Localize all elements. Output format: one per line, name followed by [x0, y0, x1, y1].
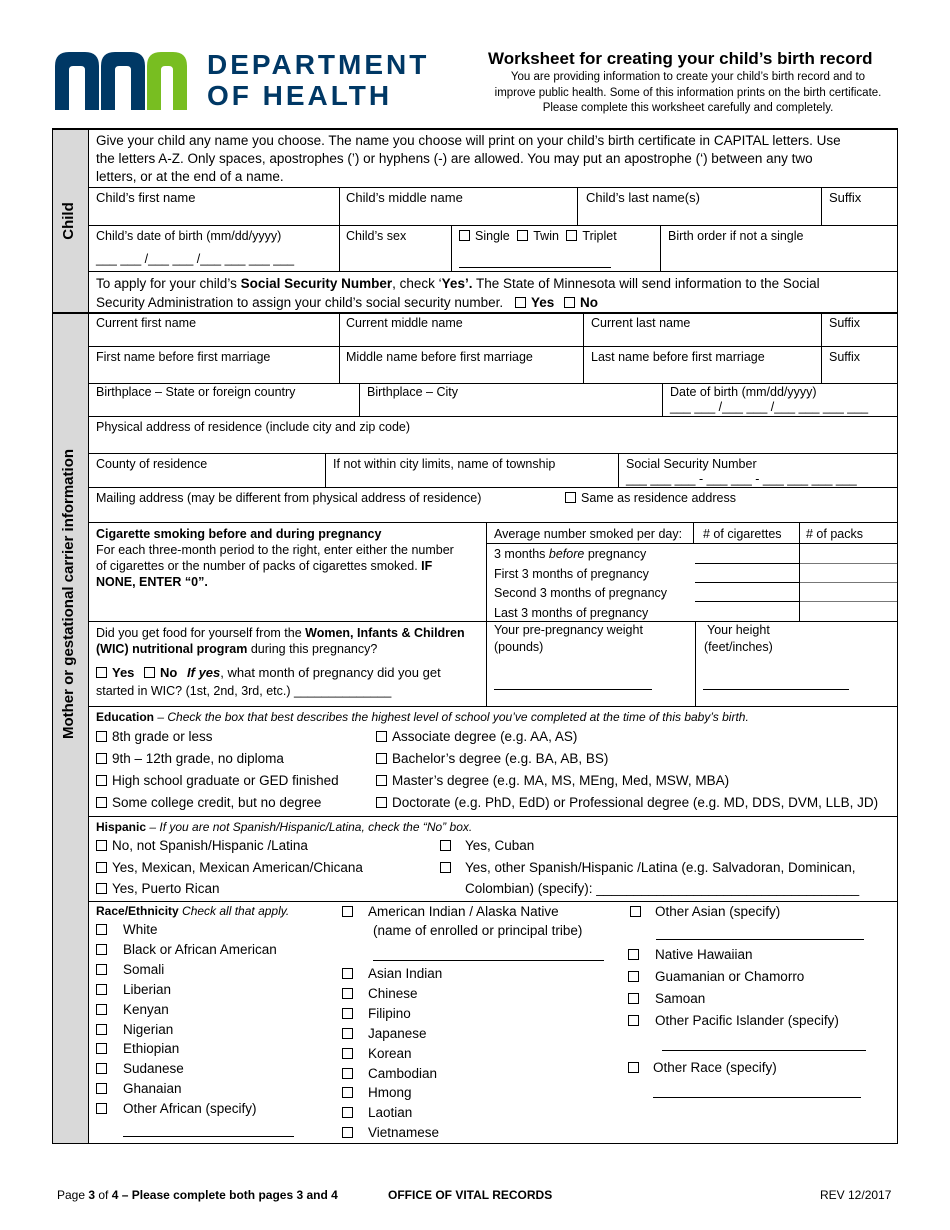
last-name-before-marriage-label: Last name before first marriage — [591, 350, 765, 364]
footer-page: Page 3 of 4 – Please complete both pages 3 and 4 — [57, 1188, 338, 1202]
child-intro-line3: letters, or at the end of a name. — [96, 169, 284, 184]
race-col1-option-1-checkbox[interactable] — [96, 944, 107, 955]
county-label: County of residence — [96, 457, 208, 471]
education-right-option-1-checkbox[interactable] — [376, 753, 387, 764]
child-last-name-label: Child’s last name(s) — [586, 190, 700, 205]
race-col2-option-1[interactable]: Chinese — [342, 986, 418, 1003]
race-col2-option-2-checkbox[interactable] — [342, 1008, 353, 1019]
ssn-no-checkbox[interactable] — [564, 297, 575, 308]
education-left-option-0[interactable]: 8th grade or less — [96, 729, 213, 746]
race-col2-option-0-checkbox[interactable] — [342, 968, 353, 979]
race-col3-option-2-checkbox[interactable] — [628, 993, 639, 1004]
other-asian-field[interactable] — [656, 939, 864, 940]
smoking-desc-line2: of cigarettes or the number of packs of cigarettes smoked. IF — [96, 559, 433, 573]
hispanic-mexican-option[interactable]: Yes, Mexican, Mexican American/Chicana — [96, 860, 363, 877]
smoke-row-second: Second 3 months of pregnancy — [494, 586, 668, 600]
child-suffix-label: Suffix — [829, 190, 862, 205]
race-col2-option-3-checkbox[interactable] — [342, 1028, 353, 1039]
race-col3-option-3-checkbox[interactable] — [628, 1015, 639, 1026]
hispanic-pr-checkbox[interactable] — [96, 883, 107, 894]
hispanic-other-specify[interactable]: Colombian) (specify): ___________________________________ — [465, 881, 860, 896]
race-col2-option-6-checkbox[interactable] — [342, 1087, 353, 1098]
col-cigarettes: # of cigarettes — [703, 527, 782, 541]
dept-line2: OF HEALTH — [207, 80, 393, 111]
mother-section-label: Mother or gestational carrier information — [60, 448, 77, 740]
subtitle-line1: You are providing information to create your child’s birth record and to — [510, 71, 866, 83]
mother-dob-label: Date of birth (mm/dd/yyyy) — [670, 385, 817, 399]
wic-month-question[interactable]: started in WIC? (1st, 2nd, 3rd, etc.) ______________ — [96, 684, 392, 698]
smoke-row-last: Last 3 months of pregnancy — [494, 606, 649, 620]
education-left-option-3[interactable]: Some college credit, but no degree — [96, 795, 321, 812]
physical-address-label: Physical address of residence (include city and zip code) — [96, 420, 411, 434]
race-col2-option-4-checkbox[interactable] — [342, 1048, 353, 1059]
education-left-option-0-checkbox[interactable] — [96, 731, 107, 742]
pack-field-2[interactable] — [800, 582, 897, 583]
race-col2-option-6[interactable]: Hmong — [342, 1085, 412, 1102]
hispanic-instructions: Hispanic – If you are not Spanish/Hispanic/Latina, check the “No” box. — [96, 820, 473, 834]
before-suffix-label: Suffix — [829, 350, 861, 364]
education-right-option-2[interactable]: Master’s degree (e.g. MA, MS, MEng, Med, MSW, MBA) — [376, 773, 729, 790]
weight-label-line1: Your pre-pregnancy weight — [494, 623, 643, 637]
birth-order-label: Birth order if not a single — [668, 229, 804, 243]
race-col1-option-3[interactable]: Liberian — [96, 982, 171, 999]
hispanic-cuban-option[interactable]: Yes, Cuban — [440, 838, 534, 855]
current-suffix-label: Suffix — [829, 316, 861, 330]
hispanic-no-checkbox[interactable] — [96, 840, 107, 851]
smoking-title: Cigarette smoking before and during pregnancy — [96, 527, 382, 541]
race-other-asian[interactable]: Other Asian (specify) — [630, 904, 780, 921]
wic-yes-checkbox[interactable] — [96, 667, 107, 678]
race-col3-option-0-checkbox[interactable] — [628, 949, 639, 960]
race-other-race[interactable]: Other Race (specify) — [628, 1060, 777, 1077]
mailing-address-label: Mailing address (may be different from physical address of residence) — [96, 491, 482, 505]
race-col2-option-7-checkbox[interactable] — [342, 1107, 353, 1118]
page-title: Worksheet for creating your child’s birth record — [488, 49, 873, 68]
wic-q-line2: (WIC) nutritional program during this pregnancy? — [96, 642, 378, 656]
col-packs: # of packs — [806, 527, 863, 541]
height-field[interactable] — [703, 689, 849, 690]
child-first-name-label: Child’s first name — [96, 190, 196, 205]
hispanic-no-option[interactable]: No, not Spanish/Hispanic /Latina — [96, 838, 308, 855]
mother-ssn-label: Social Security Number — [626, 457, 757, 471]
child-intro-line1: Give your child any name you choose. The name you choose will print on your child’s birth certificate in CAPITAL letters. Use — [96, 133, 841, 148]
race-col1-option-2-checkbox[interactable] — [96, 964, 107, 975]
child-middle-name-label: Child’s middle name — [346, 190, 463, 205]
other-african-specify-field[interactable] — [123, 1136, 294, 1137]
smoking-desc-line3: NONE, ENTER “0”. — [96, 575, 208, 589]
education-left-option-2[interactable]: High school graduate or GED finished — [96, 773, 339, 790]
current-middle-name-label: Current middle name — [346, 316, 463, 330]
race-col2-option-3[interactable]: Japanese — [342, 1026, 427, 1043]
race-col1-option-3-checkbox[interactable] — [96, 984, 107, 995]
mdh-logo — [55, 50, 455, 112]
same-as-residence: Same as residence address — [565, 491, 736, 507]
hispanic-pr-option[interactable]: Yes, Puerto Rican — [96, 881, 220, 898]
subtitle-line3: Please complete this worksheet carefully and completely. — [542, 102, 834, 114]
hispanic-other-checkbox[interactable] — [440, 862, 451, 873]
birthplace-city-label: Birthplace – City — [367, 385, 459, 399]
cig-field-1[interactable] — [695, 563, 799, 564]
tribe-field[interactable] — [373, 960, 604, 961]
race-col3-option-3[interactable]: Other Pacific Islander (specify) — [628, 1013, 839, 1030]
child-ssn-text-line2: Security Administration to assign your child’s social security number. Yes No — [96, 295, 598, 310]
subtitle-line2: improve public health. Some of this information prints on the birth certificate. — [494, 87, 882, 99]
education-right-option-3-checkbox[interactable] — [376, 797, 387, 808]
race-col3-option-2[interactable]: Samoan — [628, 991, 705, 1008]
child-intro-line2: the letters A-Z. Only spaces, apostrophes (’) or hyphens (-) are allowed. You may put an apostrophe (‘) between any two — [96, 151, 813, 166]
education-left-option-1[interactable]: 9th – 12th grade, no diploma — [96, 751, 284, 768]
dept-line1: DEPARTMENT — [207, 49, 430, 80]
education-instructions: Education – Check the box that best describes the highest level of school you’ve completed at the time of this baby’s birth. — [96, 710, 749, 724]
race-col3-option-0[interactable]: Native Hawaiian — [628, 947, 753, 964]
pack-field-1[interactable] — [800, 563, 897, 564]
race-col1-option-0[interactable]: White — [96, 922, 158, 939]
race-col1-option-4-checkbox[interactable] — [96, 1004, 107, 1015]
mother-dob-field[interactable]: ___ ___ /___ ___ /___ ___ ___ ___ — [670, 400, 869, 414]
education-right-option-0-checkbox[interactable] — [376, 731, 387, 742]
other-race-checkbox[interactable] — [628, 1062, 639, 1073]
race-col2-option-4[interactable]: Korean — [342, 1046, 412, 1063]
triplet-checkbox[interactable] — [566, 230, 577, 241]
height-label-line2: (feet/inches) — [704, 640, 773, 654]
plurality-blank[interactable] — [459, 267, 611, 268]
american-indian-checkbox[interactable] — [342, 906, 353, 917]
child-section-label: Child — [60, 202, 77, 240]
wic-yes-no: Yes No If yes, what month of pregnancy did you get — [96, 665, 441, 681]
race-col1-option-5-checkbox[interactable] — [96, 1024, 107, 1035]
child-dob-field[interactable]: ___ ___ /___ ___ /___ ___ ___ ___ — [96, 252, 295, 266]
township-label: If not within city limits, name of township — [333, 457, 556, 471]
smoking-desc-line1: For each three-month period to the right, enter either the number — [96, 543, 454, 557]
avg-smoked-label: Average number smoked per day: — [494, 527, 683, 541]
hispanic-cuban-checkbox[interactable] — [440, 840, 451, 851]
wic-q-line1: Did you get food for yourself from the Women, Infants & Children — [96, 626, 465, 640]
education-right-option-0[interactable]: Associate degree (e.g. AA, AS) — [376, 729, 577, 746]
race-tribe-label: (name of enrolled or principal tribe) — [373, 923, 583, 938]
height-label-line1: Your height — [707, 623, 770, 637]
education-right-option-1[interactable]: Bachelor’s degree (e.g. BA, AB, BS) — [376, 751, 608, 768]
race-col1-option-1[interactable]: Black or African American — [96, 942, 277, 959]
middle-name-before-marriage-label: Middle name before first marriage — [346, 350, 533, 364]
same-as-residence-checkbox[interactable] — [565, 492, 576, 503]
single-checkbox[interactable] — [459, 230, 470, 241]
birthplace-state-label: Birthplace – State or foreign country — [96, 385, 296, 399]
race-col2-option-0[interactable]: Asian Indian — [342, 966, 442, 983]
first-name-before-marriage-label: First name before first marriage — [96, 350, 271, 364]
race-col1-option-8[interactable]: Ghanaian — [96, 1081, 182, 1098]
hispanic-other-option[interactable]: Yes, other Spanish/Hispanic /Latina (e.g. Salvadoran, Dominican, — [440, 860, 855, 877]
race-col1-option-0-checkbox[interactable] — [96, 924, 107, 935]
race-col2-option-7[interactable]: Laotian — [342, 1105, 412, 1122]
race-instructions: Race/Ethnicity Check all that apply. — [96, 904, 290, 918]
race-col1-option-8-checkbox[interactable] — [96, 1083, 107, 1094]
race-col3-option-1-checkbox[interactable] — [628, 971, 639, 982]
race-col2-option-5-checkbox[interactable] — [342, 1068, 353, 1079]
race-col1-option-9[interactable]: Other African (specify) — [96, 1101, 257, 1118]
other-race-field[interactable] — [653, 1097, 861, 1098]
weight-label-line2: (pounds) — [494, 640, 544, 654]
twin-checkbox[interactable] — [517, 230, 528, 241]
mn-logo-icon — [55, 50, 190, 110]
race-col1-option-9-checkbox[interactable] — [96, 1103, 107, 1114]
other-asian-checkbox[interactable] — [630, 906, 641, 917]
education-left-option-3-checkbox[interactable] — [96, 797, 107, 808]
pack-field-3[interactable] — [800, 601, 897, 602]
race-col1-option-5[interactable]: Nigerian — [96, 1022, 173, 1039]
current-first-name-label: Current first name — [96, 316, 197, 330]
race-col2-option-2[interactable]: Filipino — [342, 1006, 411, 1023]
cig-field-3[interactable] — [695, 601, 799, 602]
child-dob-label: Child’s date of birth (mm/dd/yyyy) — [96, 229, 282, 243]
race-col2-option-8[interactable]: Vietnamese — [342, 1125, 439, 1142]
weight-field[interactable] — [494, 689, 652, 690]
child-ssn-text-line1: To apply for your child’s Social Security Number, check ‘Yes’. The State of Minnesota will send information to the Social — [96, 276, 820, 291]
race-col1-option-6[interactable]: Ethiopian — [96, 1041, 179, 1058]
child-sex-label: Child’s sex — [346, 229, 407, 243]
race-col2-option-5[interactable]: Cambodian — [342, 1066, 437, 1083]
race-col1-option-7[interactable]: Sudanese — [96, 1061, 184, 1078]
race-col1-option-7-checkbox[interactable] — [96, 1063, 107, 1074]
mother-ssn-field[interactable]: ___ ___ ___ - ___ ___ - ___ ___ ___ ___ — [626, 472, 857, 486]
current-last-name-label: Current last name — [591, 316, 691, 330]
race-col2-option-1-checkbox[interactable] — [342, 988, 353, 999]
smoke-row-first: First 3 months of pregnancy — [494, 567, 649, 581]
plurality-options: Single Twin Triplet — [459, 229, 617, 245]
ssn-yes-checkbox[interactable] — [515, 297, 526, 308]
race-col1-option-6-checkbox[interactable] — [96, 1043, 107, 1054]
race-col2-option-8-checkbox[interactable] — [342, 1127, 353, 1138]
race-american-indian[interactable]: American Indian / Alaska Native — [342, 904, 559, 921]
education-right-option-2-checkbox[interactable] — [376, 775, 387, 786]
race-col1-option-4[interactable]: Kenyan — [96, 1002, 169, 1019]
other-pacific-field[interactable] — [662, 1050, 866, 1051]
wic-no-checkbox[interactable] — [144, 667, 155, 678]
footer-revision: REV 12/2017 — [820, 1188, 892, 1202]
race-col3-option-1[interactable]: Guamanian or Chamorro — [628, 969, 804, 986]
footer-office: OFFICE OF VITAL RECORDS — [388, 1188, 553, 1202]
hispanic-mexican-checkbox[interactable] — [96, 862, 107, 873]
education-right-option-3[interactable]: Doctorate (e.g. PhD, EdD) or Professional degree (e.g. MD, DDS, DVM, LLB, JD) — [376, 795, 878, 812]
race-col1-option-2[interactable]: Somali — [96, 962, 164, 979]
smoke-row-before: 3 months before pregnancy — [494, 547, 647, 561]
education-left-option-1-checkbox[interactable] — [96, 753, 107, 764]
education-left-option-2-checkbox[interactable] — [96, 775, 107, 786]
cig-field-2[interactable] — [695, 582, 799, 583]
